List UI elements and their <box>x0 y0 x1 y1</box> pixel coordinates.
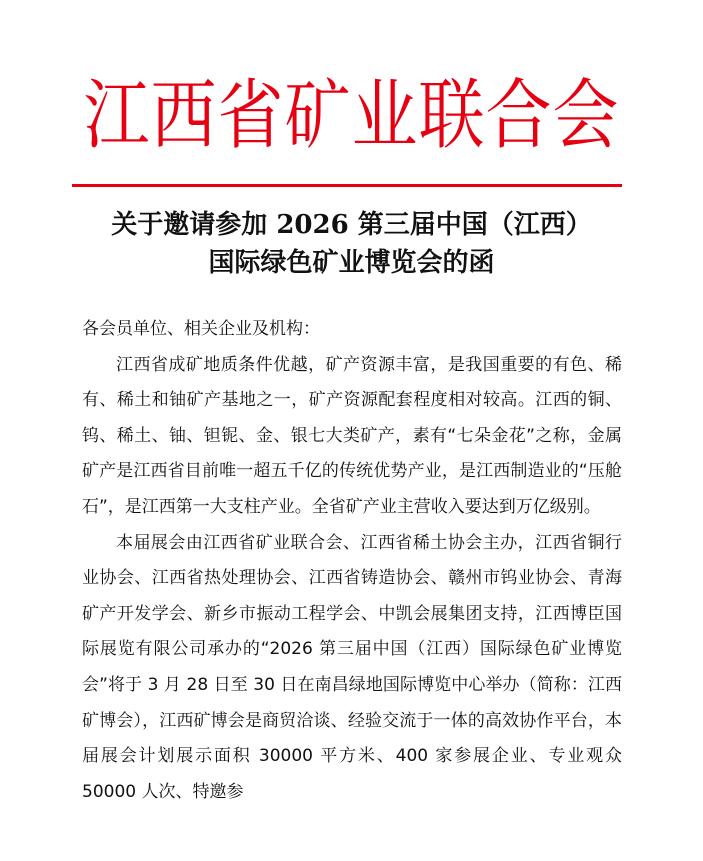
letter-body <box>82 312 622 810</box>
document-title-line-2: 国际绿色矿业博览会的函 <box>208 248 495 278</box>
body-paragraph-1: 江西省成矿地质条件优越，矿产资源丰富，是我国重要的有色、稀有、稀土和铀矿产基地之一，矿产资源配套程度相对较高。江西的铜、钨、稀土、铀、钽铌、金、银七大类矿产，素有“七朵金花”之称，金属矿产是江西省目前唯一超五千亿的传统优势产业，是江西制造业的“压舱石”，是江西第一大支柱产业。全省矿产业主营收入要达到万亿级别。 <box>82 354 622 517</box>
letterhead-red-rule <box>72 184 622 187</box>
letterhead-org-name: 江西省矿业联合会 <box>83 71 620 160</box>
document-title-line-1: 关于邀请参加 2026 第三届中国（江西） <box>111 210 592 240</box>
body-paragraph-2: 本届展会由江西省矿业联合会、江西省稀土协会主办，江西省铜行业协会、江西省热处理协会、江西省铸造协会、赣州市钨业协会、青海矿产开发学会、新乡市振动工程学会、中凯会展集团支持，江西博臣国际展览有限公司承办的“2026 第三届中国（江西）国际绿色矿业博览会”将于 3 月 28 日至 30 日在南昌绿地国际博览中心举办（简称：江西矿博会），江西矿博会是商贸洽谈、经验交流于一体的高效协作平台，本届展会计划展示面积 30000 平方米、400 家参展企业、专业观众 50000 人次、特邀参 <box>82 532 622 802</box>
salutation: 各会员单位、相关企业及机构： <box>82 319 320 339</box>
document-title <box>0 206 703 282</box>
